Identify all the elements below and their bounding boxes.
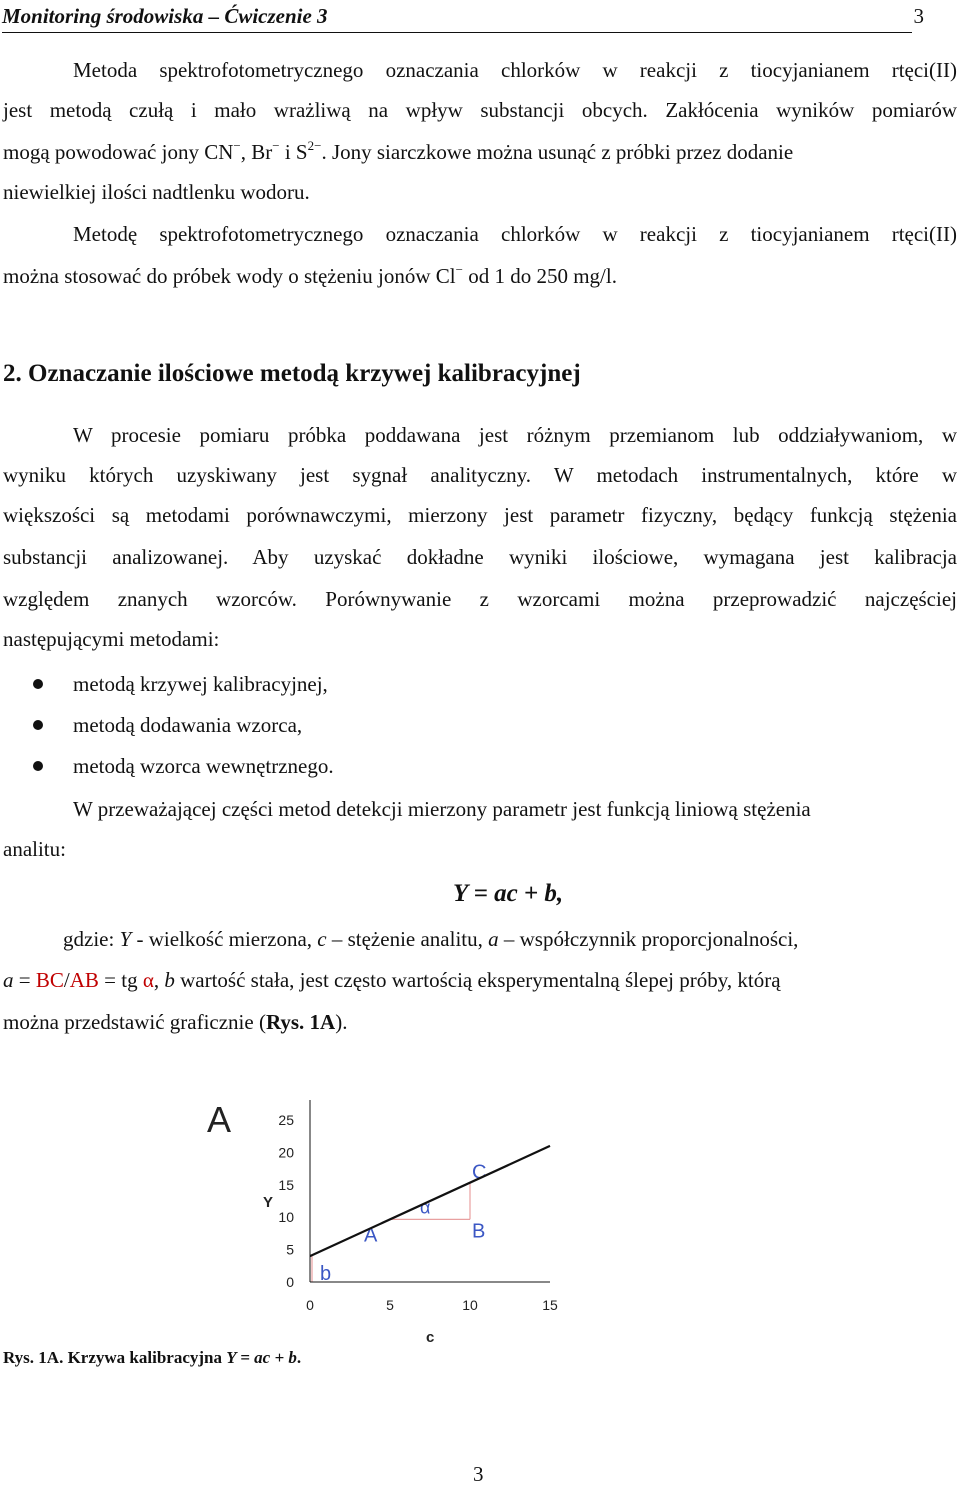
label-A: A — [364, 1224, 378, 1247]
p1-line-2: jest metodą czułą i mało wrażliwą na wpływ substancji obcych. Zakłócenia wyników pomiarów — [3, 98, 957, 122]
y-tick-label: 25 — [278, 1112, 294, 1128]
p5-line-1: gdzie: Y - wielkość mierzona, c – stężenie analitu, a – współczynnik proporcjonalności, — [63, 927, 799, 951]
bullet-dot — [33, 720, 43, 730]
bullet-dot — [33, 679, 43, 689]
label-alpha: α — [420, 1197, 431, 1218]
p5-line-3: można przedstawić graficznie (Rys. 1A). — [3, 1010, 348, 1034]
p2-line-1: Metodę spektrofotometrycznego oznaczania chlorków w reakcji z tiocyjanianem rtęci(II) — [73, 222, 957, 246]
label-B: B — [472, 1220, 486, 1243]
y-axis-label: Y — [263, 1194, 274, 1211]
x-axis-label: c — [426, 1329, 435, 1346]
bullet-item: metodą dodawania wzorca, — [73, 713, 303, 737]
p4-line-1: W przeważającej części metod detekcji mierzony parametr jest funkcją liniową stężenia — [73, 797, 811, 821]
p3-line-1: W procesie pomiaru próbka poddawana jest różnym przemianom lub oddziaływaniom, w — [73, 423, 957, 447]
panel-label: A — [207, 1099, 232, 1140]
p1-line-3: mogą powodować jony CN−, Br− i $S^{2-}$. Jony siarczkowe można usunąć z próbki przez dodanie — [3, 138, 794, 164]
x-tick-label: 5 — [386, 1297, 394, 1313]
p3-line-4: substancji analizowanej. Aby uzyskać dokładne wyniki ilościowe, wymagana jest kalibracja — [3, 545, 957, 569]
p5-line-2: a = BC/AB = tg α, b wartość stała, jest często wartością eksperymentalną ślepej próby, którą — [3, 968, 781, 992]
figure-caption: Rys. 1A. Krzywa kalibracyjna Y = ac + b. — [3, 1348, 302, 1367]
formula: Y = ac + b, — [453, 880, 564, 907]
bullet-item: metodą wzorca wewnętrznego. — [73, 754, 334, 778]
p2-line-2: można stosować do próbek wody o stężeniu jonów Cl− od 1 do 250 mg/l. — [3, 262, 617, 288]
y-tick-label: 5 — [286, 1241, 294, 1258]
p3-line-2: wyniku których uzyskiwany jest sygnał analityczny. W metodach instrumentalnych, które w — [3, 463, 957, 487]
header-title: Monitoring środowiska – Ćwiczenie 3 — [2, 4, 328, 28]
p3-line-6: następującymi metodami: — [3, 627, 220, 651]
footer-page-number: 3 — [473, 1462, 484, 1486]
p3-line-5: względem znanych wzorców. Porównywanie z wzorcami można przeprowadzić najczęściej — [3, 587, 957, 611]
bullet-dot — [33, 761, 43, 771]
y-tick-label: 10 — [278, 1209, 294, 1226]
label-b: b — [320, 1263, 332, 1286]
p3-line-3: większości są metodami porównawczymi, mierzony jest parametr fizyczny, będący funkcją stężenia — [3, 503, 957, 527]
label-C: C — [472, 1161, 487, 1184]
calibration-chart — [190, 1090, 590, 1360]
p1-line-1: Metoda spektrofotometrycznego oznaczania chlorków w reakcji z tiocyjanianem rtęci(II) — [73, 58, 957, 82]
x-tick-label: 10 — [462, 1297, 478, 1313]
x-tick-label: 0 — [306, 1297, 314, 1313]
section-heading: 2. Oznaczanie ilościowe metodą krzywej kalibracyjnej — [3, 360, 581, 387]
p1-line-4: niewielkiej ilości nadtlenku wodoru. — [3, 180, 310, 204]
p4-line-2: analitu: — [3, 837, 66, 861]
series-line — [310, 1146, 550, 1256]
y-tick-label: 0 — [286, 1274, 294, 1290]
header-page-number: 3 — [913, 4, 924, 28]
page-header — [2, 2, 924, 33]
y-tick-label: 20 — [278, 1144, 294, 1161]
bullet-item: metodą krzywej kalibracyjnej, — [73, 672, 328, 696]
y-tick-label: 15 — [278, 1176, 294, 1193]
x-tick-label: 15 — [542, 1297, 558, 1313]
